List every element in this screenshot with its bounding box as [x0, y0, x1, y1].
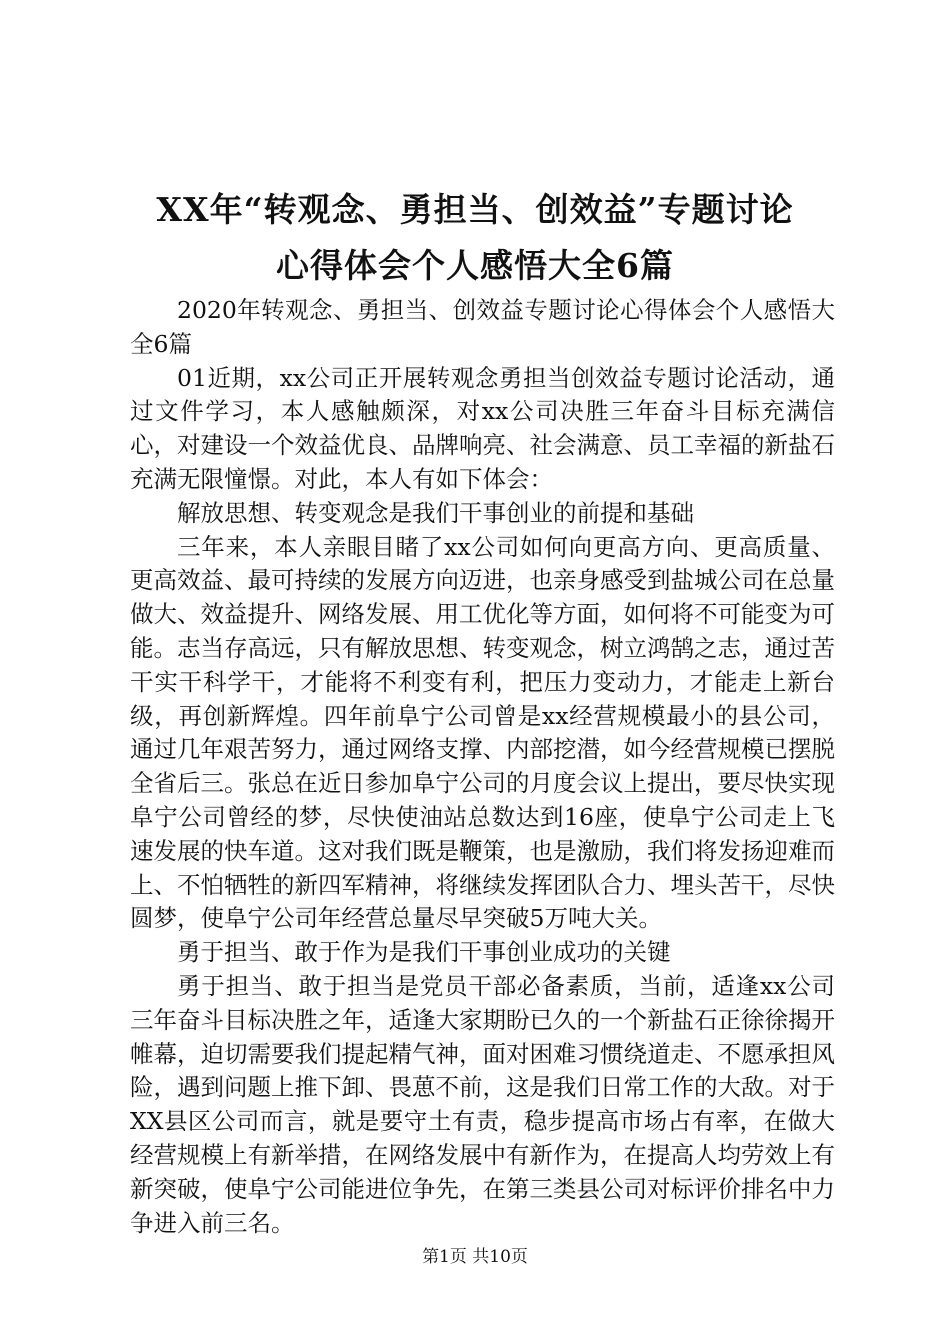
paragraph-section-2: 勇于担当、敢于担当是党员干部必备素质，当前，适逢xx公司三年奋斗目标决胜之年，适逢大家期盼已久的一个新盐石正徐徐揭开帷幕，迫切需要我们提起精气神，面对困难习惯绕道走、不愿承担风险，遇到问题上推下卸、畏葸不前，这是我们日常工作的大敌。对于XX县区公司而言，就是要守土有责，稳步提高市场占有率，在做大经营规模上有新举措，在网络发展中有新作为，在提高人均劳效上有新突破，使阜宁公司能进位争先，在第三类县公司对标评价排名中力争进入前三名。	[130, 971, 835, 1237]
paragraph-01: 01近期，xx公司正开展转观念勇担当创效益专题讨论活动，通过文件学习，本人感触颇深，对xx公司决胜三年奋斗目标充满信心，对建设一个效益优良、品牌响亮、社会满意、员工幸福的新盐石充满无限憧憬。对此，本人有如下体会：	[130, 363, 835, 493]
page-footer: 第1页 共10页	[422, 1247, 528, 1267]
section-heading-2: 勇于担当、敢于作为是我们干事创业成功的关键	[177, 938, 671, 967]
section-heading-1: 解放思想、转变观念是我们干事创业的前提和基础	[177, 498, 694, 527]
paragraph-intro: 2020年转观念、勇担当、创效益专题讨论心得体会个人感悟大全6篇	[130, 296, 835, 358]
document-title-line-1: XX年“转观念、勇担当、创效益”专题讨论	[156, 190, 794, 229]
document-title-line-2: 心得体会个人感悟大全6篇	[276, 246, 674, 285]
document-body	[130, 294, 835, 1240]
paragraph-section-1: 三年来，本人亲眼目睹了xx公司如何向更高方向、更高质量、更高效益、最可持续的发展方向迈进，也亲身感受到盐城公司在总量做大、效益提升、网络发展、用工优化等方面，如何将不可能变为可能。志当存高远，只有解放思想、转变观念，树立鸿鹄之志，通过苦干实干科学干，才能将不利变有利，把压力变动力，才能走上新台级，再创新辉煌。四年前阜宁公司曾是xx经营规模最小的县公司，通过几年艰苦努力，通过网络支撑、内部挖潜，如今经营规模已摆脱全省后三。张总在近日参加阜宁公司的月度会议上提出，要尽快实现阜宁公司曾经的梦，尽快使油站总数达到16座，使阜宁公司走上飞速发展的快车道。这对我们既是鞭策，也是激励，我们将发扬迎难而上、不怕牺牲的新四军精神，将继续发挥团队合力、埋头苦干，尽快圆梦，使阜宁公司年经营总量尽早突破5万吨大关。	[130, 532, 835, 933]
